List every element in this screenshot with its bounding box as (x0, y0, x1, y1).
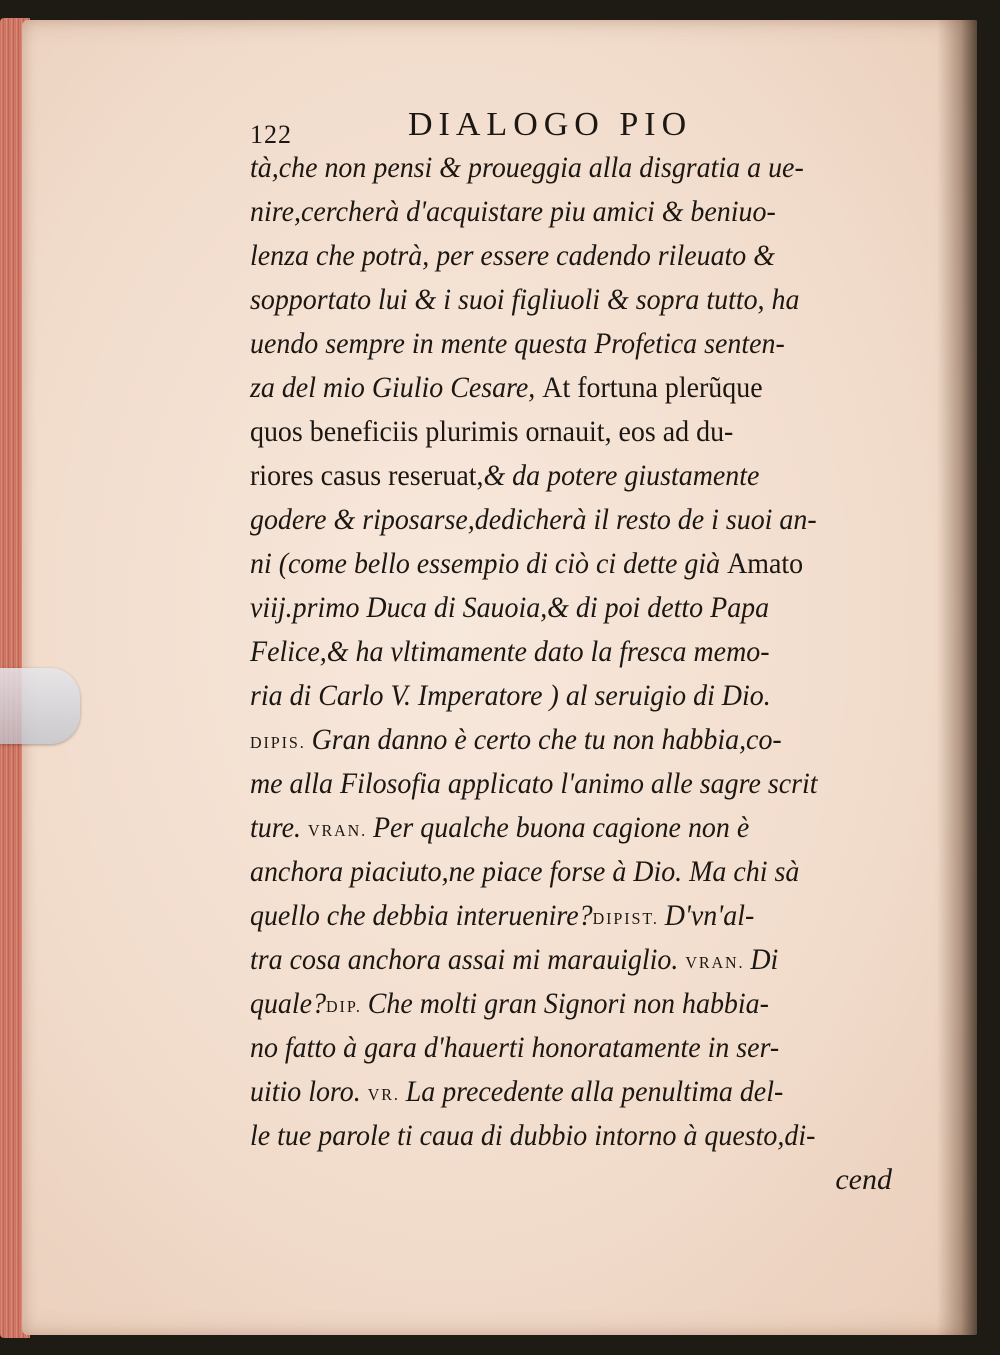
binding-gutter (937, 20, 977, 1335)
text-segment: riores casus reseruat, (250, 460, 484, 492)
text-line (250, 190, 875, 234)
text-line (250, 938, 875, 982)
speaker-label: VR. (367, 1085, 406, 1104)
speaker-label: DIPIS. (250, 733, 312, 752)
body-text (250, 146, 910, 1158)
text-segment: le tue parole ti caua di dubbio intorno à questo,di- (250, 1120, 816, 1152)
text-segment: Di (750, 944, 779, 976)
text-segment: uendo sempre in mente questa Profetica senten- (250, 328, 785, 360)
text-segment: godere & riposarse,dedicherà il resto de i suoi an- (250, 504, 817, 536)
text-line (250, 410, 875, 454)
speaker-label: VRAN. (307, 821, 373, 840)
text-segment: ni (come bello essempio di ciò ci dette già (250, 548, 728, 580)
text-line (250, 586, 875, 630)
text-segment: quos beneficiis plurimis ornauit, eos ad du- (250, 416, 734, 448)
speaker-label: DIP. (326, 997, 368, 1016)
text-line (250, 850, 875, 894)
speaker-label: VRAN. (685, 953, 751, 972)
text-segment: anchora piaciuto,ne piace forse à Dio. Ma chi sà (250, 856, 800, 888)
text-segment: Gran danno è certo che tu non habbia,co- (311, 724, 782, 756)
text-segment: La precedente alla penultima del- (405, 1076, 784, 1108)
text-segment: lenza che potrà, per essere cadendo rileuato & (250, 240, 775, 272)
catchword: cend (835, 1163, 892, 1196)
text-segment: no fatto à gara d'hauerti honoratamente in ser- (250, 1032, 780, 1064)
text-segment: Felice,& ha vltimamente dato la fresca memo- (250, 636, 770, 668)
text-line (250, 234, 875, 278)
text-segment: Che molti gran Signori non habbia- (367, 988, 769, 1020)
page-number: 122 (250, 120, 292, 149)
text-line (250, 674, 875, 718)
text-line (250, 1070, 875, 1114)
text-segment: nire,cercherà d'acquistare piu amici & beniuo- (250, 196, 776, 228)
text-segment: ria di Carlo V. Imperatore ) al seruigio di Dio. (250, 680, 771, 712)
text-segment: viij.primo Duca di Sauoia,& di poi detto Papa (250, 592, 770, 624)
text-segment: D'vn'al- (664, 900, 755, 932)
text-line (250, 806, 875, 850)
text-segment: sopportato lui & i suoi figliuoli & sopra tutto, ha (250, 284, 800, 316)
text-line (250, 630, 875, 674)
text-line (250, 1114, 875, 1158)
text-segment: & da potere giustamente (483, 460, 760, 492)
text-line (250, 982, 875, 1026)
text-segment: za del mio Giulio Cesare, (250, 372, 543, 404)
text-segment: quale? (250, 988, 327, 1020)
text-block (250, 100, 910, 1202)
text-segment: Per qualche buona cagione non è (372, 812, 750, 844)
text-line (250, 542, 875, 586)
text-line (250, 278, 875, 322)
text-line (250, 322, 875, 366)
text-line (250, 894, 875, 938)
running-head (250, 100, 910, 149)
text-line (250, 1026, 875, 1070)
page-clip (0, 668, 80, 744)
text-segment: tà,che non pensi & proueggia alla disgratia a ue- (250, 152, 804, 184)
text-line (250, 454, 875, 498)
text-segment: quello che debbia interuenire? (250, 900, 593, 932)
text-line (250, 718, 875, 762)
speaker-label: DIPIST. (592, 909, 665, 928)
text-line (250, 146, 875, 190)
text-line (250, 366, 875, 410)
text-segment: Amato (727, 548, 804, 580)
text-line (250, 498, 875, 542)
text-segment: tra cosa anchora assai mi marauiglio. (250, 944, 686, 976)
running-title: DIALOGO PIO (408, 106, 693, 143)
text-segment: uitio loro. (250, 1076, 368, 1108)
text-segment: me alla Filosofia applicato l'animo alle sagre scrit (250, 768, 818, 800)
text-line (250, 762, 875, 806)
text-segment: At fortuna plerũque (542, 372, 763, 404)
text-segment: ture. (250, 812, 308, 844)
